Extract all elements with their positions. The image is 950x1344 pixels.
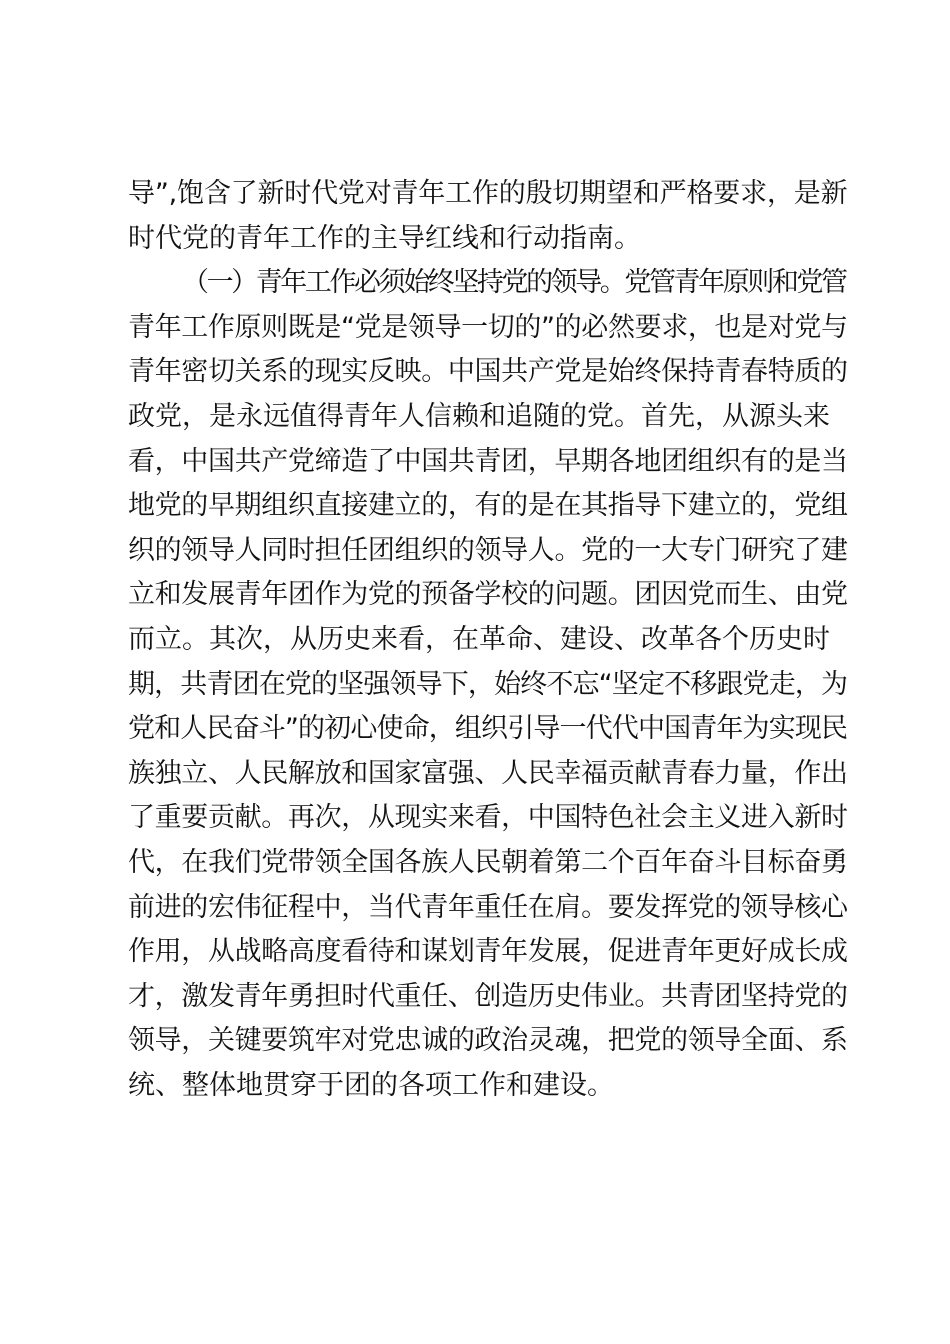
text-line: 族独立、人民解放和国家富强、人民幸福贡献青春力量，作出 — [128, 757, 848, 789]
text-line: 代，在我们党带领全国各族人民朝着第二个百年奋斗目标奋勇 — [128, 846, 848, 878]
text-line: 青年工作原则既是“党是领导一切的”的必然要求，也是对党与 — [128, 311, 848, 343]
text-line: 领导，关键要筑牢对党忠诚的政治灵魂，把党的领导全面、系 — [128, 1025, 848, 1057]
text-line: 而立。其次，从历史来看，在革命、建设、改革各个历史时 — [128, 623, 830, 655]
text-line: 才，激发青年勇担时代重任、创造历史伟业。共青团坚持党的 — [128, 980, 848, 1012]
text-line: 地党的早期组织直接建立的，有的是在其指导下建立的，党组 — [128, 490, 848, 522]
text-line: 期，共青团在党的坚强领导下，始终不忘“坚定不移跟党走，为 — [128, 668, 848, 700]
text-line: 导”,饱含了新时代党对青年工作的殷切期望和严格要求，是新 — [128, 178, 848, 209]
text-line: 织的领导人同时担任团组织的领导人。党的一大专门研究了建 — [128, 534, 848, 566]
text-line: 党和人民奋斗”的初心使命，组织引导一代代中国青年为实现民 — [128, 713, 848, 745]
text-line: 看，中国共产党缔造了中国共青团，早期各地团组织有的是当 — [128, 445, 848, 477]
text-line: 政党，是永远值得青年人信赖和追随的党。首先，从源头来 — [128, 400, 830, 432]
text-line: 时代党的青年工作的主导红线和行动指南。 — [128, 222, 641, 254]
text-line: 前进的宏伟征程中，当代青年重任在肩。要发挥党的领导核心 — [128, 891, 848, 923]
text-line: 青年密切关系的现实反映。中国共产党是始终保持青春特质的 — [128, 356, 848, 388]
paragraph-start-line: （一）青年工作必须始终坚持党的领导。党管青年原则和党管 — [182, 267, 846, 299]
text-line: 立和发展青年团作为党的预备学校的问题。团因党而生、由党 — [128, 579, 848, 611]
body-text — [128, 172, 848, 1108]
text-line: 统、整体地贯穿于团的各项工作和建设。 — [128, 1069, 614, 1101]
text-line: 作用，从战略高度看待和谋划青年发展，促进青年更好成长成 — [128, 936, 848, 968]
text-line: 了重要贡献。再次，从现实来看，中国特色社会主义进入新时 — [128, 802, 848, 834]
